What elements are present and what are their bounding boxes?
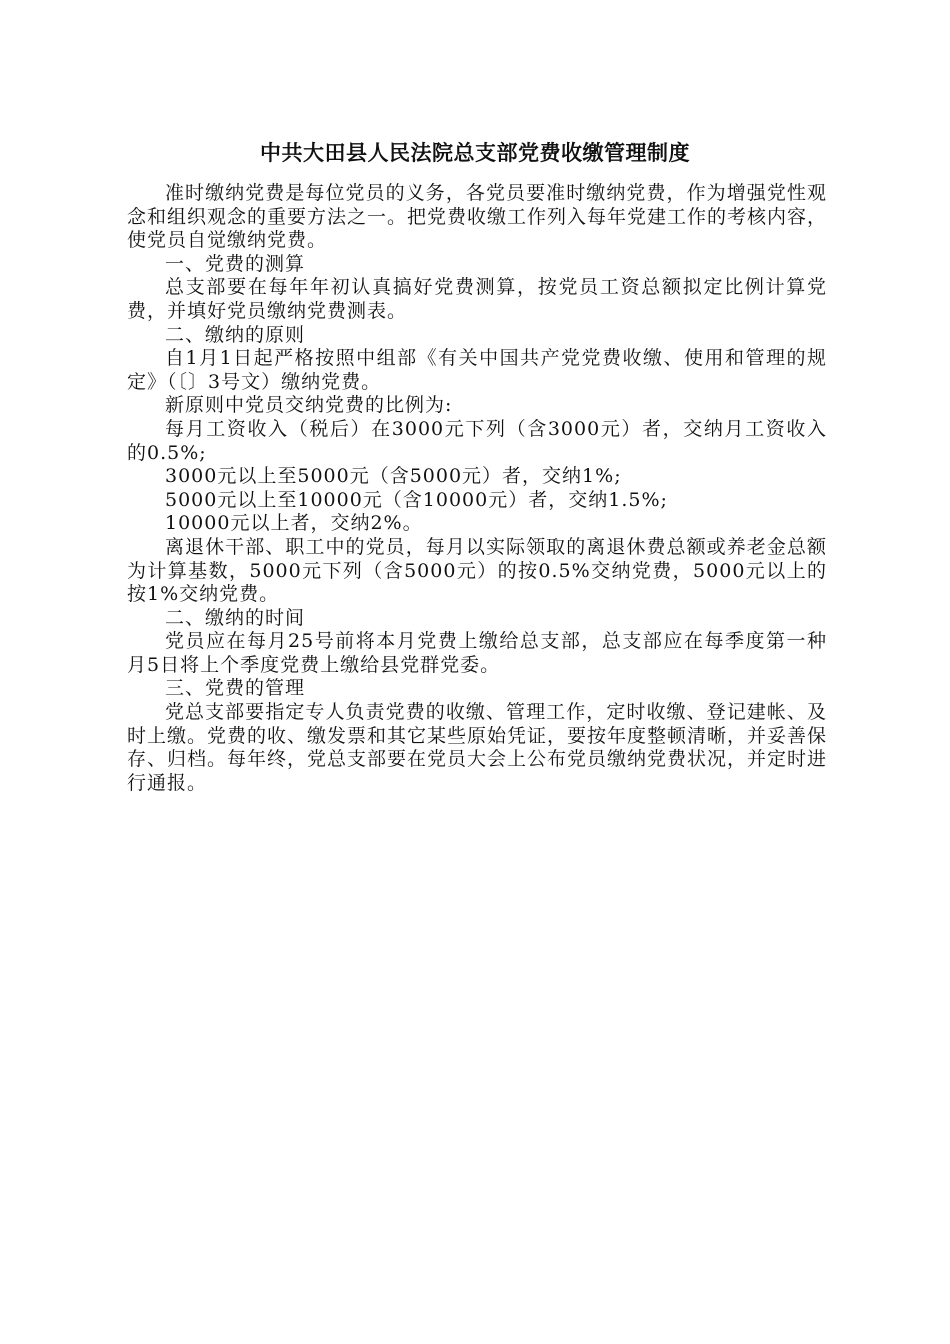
section-heading-principles: 二、缴纳的原则 [165, 323, 306, 346]
calculation-paragraph: 总支部要在每年年初认真搞好党费测算，按党员工资总额拟定比例计算党费，并填好党员缴纳党费测表。 [127, 276, 827, 322]
rate-item-2: 3000元以上至5000元（含5000元）者，交纳1%; [165, 465, 622, 488]
section-heading-management: 三、党费的管理 [165, 677, 306, 700]
rate-item-1: 每月工资收入（税后）在3000元下列（含3000元）者，交纳月工资收入的0.5%; [127, 417, 827, 464]
rate-item-3: 5000元以上至10000元（含10000元）者，交纳1.5%; [165, 488, 668, 511]
intro-paragraph: 准时缴纳党费是每位党员的义务，各党员要准时缴纳党费，作为增强党性观念和组织观念的重要方法之一。把党费收缴工作列入每年党建工作的考核内容，使党员自觉缴纳党费。 [127, 182, 828, 252]
retiree-paragraph: 离退休干部、职工中的党员，每月以实际领取的离退休费总额或养老金总额为计算基数，5000元下列（含5000元）的按0.5%交纳党费，5000元以上的按1%交纳党费。 [127, 535, 827, 606]
section-heading-calculation: 一、党费的测算 [165, 252, 306, 275]
principles-paragraph: 自1月1日起严格按照中组部《有关中国共产党党费收缴、使用和管理的规定》（〔〕3号文）缴纳党费。 [127, 347, 827, 393]
section-heading-timing: 二、缴纳的时间 [165, 606, 306, 629]
document-body [127, 182, 827, 795]
document-title: 中共大田县人民法院总支部党费收缴管理制度 [260, 141, 690, 165]
rate-item-4: 10000元以上者，交纳2%。 [165, 512, 423, 535]
rate-intro-paragraph: 新原则中党员交纳党费的比例为: [165, 394, 453, 417]
management-paragraph: 党总支部要指定专人负责党费的收缴、管理工作，定时收缴、登记建帐、及时上缴。党费的收、缴发票和其它某些原始凭证，要按年度整顿清晰，并妥善保存、归档。每年终，党总支部要在党员大会上公布党员缴纳党费状况，并定时进行通报。 [127, 701, 828, 794]
timing-paragraph: 党员应在每月25号前将本月党费上缴给总支部，总支部应在每季度第一种月5日将上个季度党费上缴给县党群党委。 [127, 630, 827, 676]
